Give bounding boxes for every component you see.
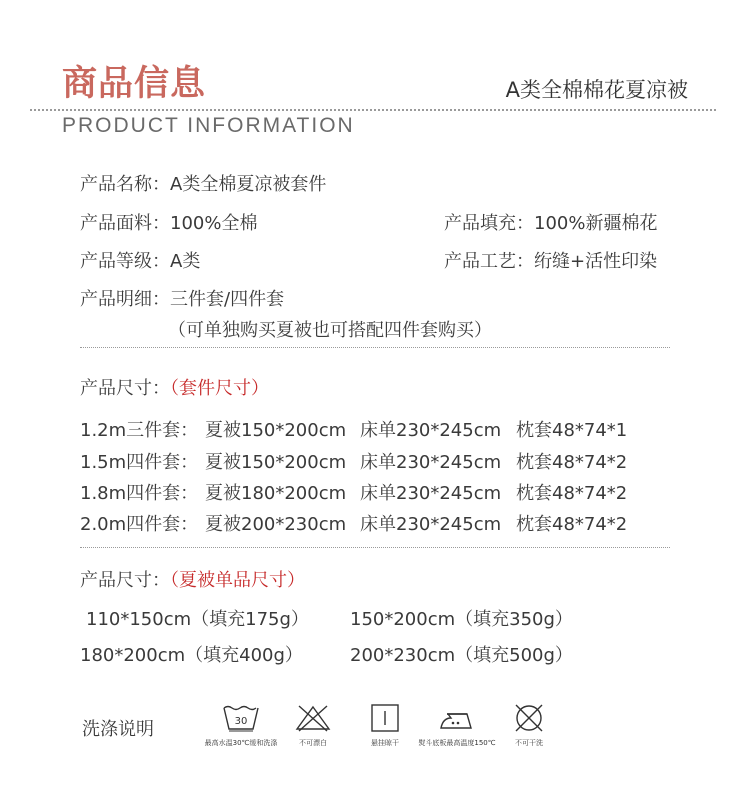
- info-value: 三件套/四件套: [170, 289, 285, 310]
- page-title: 商品信息: [62, 64, 207, 104]
- section-divider: [80, 547, 670, 548]
- quilt-size: 夏被150*200cm: [205, 420, 347, 441]
- info-grade: [80, 247, 200, 273]
- care-caption: 悬挂晾干: [371, 739, 399, 747]
- size-label-highlight: （夏被单品尺寸）: [170, 570, 305, 591]
- info-value: A类全棉夏凉被套件: [170, 174, 327, 195]
- sheet-size: 床单230*245cm: [360, 514, 502, 535]
- size-label-highlight: （套件尺寸）: [170, 378, 269, 399]
- iron-150-icon: [437, 704, 477, 732]
- quilt-size: 夏被200*230cm: [205, 514, 347, 535]
- pillow-size: 枕套48*74*1: [516, 420, 628, 441]
- pillow-size: 枕套48*74*2: [516, 483, 628, 504]
- page-subtitle-english: PRODUCT INFORMATION: [62, 114, 355, 137]
- set-size-row: [80, 448, 198, 474]
- care-caption: 不可漂白: [299, 739, 327, 747]
- wash-temp-label: 30: [234, 716, 248, 727]
- set-size-row: [80, 479, 198, 505]
- single-size-heading: [80, 566, 305, 592]
- quilt-size: 夏被150*200cm: [205, 452, 347, 473]
- sheet-size: 床单230*245cm: [360, 483, 502, 504]
- size-label: 产品尺寸：: [80, 378, 170, 399]
- info-product-name: [80, 170, 326, 196]
- info-label: 产品名称：: [80, 174, 170, 195]
- set-name: 1.8m四件套：: [80, 483, 199, 504]
- info-label: 产品明细：: [80, 289, 170, 310]
- info-craft: [444, 247, 657, 273]
- info-fabric: [80, 209, 257, 235]
- care-item-dryclean: [484, 704, 574, 748]
- info-value: 绗缝+活性印染: [534, 251, 658, 272]
- care-caption: 最高水温30℃缓和洗涤: [204, 739, 278, 747]
- pillow-size: 枕套48*74*2: [516, 452, 628, 473]
- single-size-item: 110*150cm（填充175g）: [86, 609, 309, 630]
- product-name-heading: A类全棉棉花夏凉被: [505, 78, 688, 102]
- pillow-size: 枕套48*74*2: [516, 514, 628, 535]
- info-filling: [444, 209, 657, 235]
- sheet-size: 床单230*245cm: [360, 420, 502, 441]
- single-size-item: 180*200cm（填充400g）: [80, 645, 303, 666]
- info-label: 产品等级：: [80, 251, 170, 272]
- set-size-row: [80, 510, 198, 536]
- no-bleach-icon: [293, 704, 333, 732]
- info-label: 产品面料：: [80, 213, 170, 234]
- sheet-size: 床单230*245cm: [360, 452, 502, 473]
- info-detail: [80, 285, 284, 311]
- info-label: 产品工艺：: [444, 251, 534, 272]
- no-dry-clean-icon: [509, 704, 549, 732]
- single-size-item: 200*230cm（填充500g）: [350, 645, 573, 666]
- single-size-item: 150*200cm（填充350g）: [350, 609, 573, 630]
- section-divider: [80, 347, 670, 348]
- set-name: 1.2m三件套：: [80, 420, 199, 441]
- header-divider: [30, 109, 716, 111]
- set-name: 2.0m四件套：: [80, 514, 199, 535]
- info-value: A类: [170, 251, 201, 272]
- care-caption: 熨斗底板最高温度150℃: [418, 739, 496, 747]
- info-value: 100%新疆棉花: [534, 213, 658, 234]
- size-label: 产品尺寸：: [80, 570, 170, 591]
- set-name: 1.5m四件套：: [80, 452, 199, 473]
- hang-dry-icon: [365, 704, 405, 732]
- care-label: 洗涤说明: [82, 719, 154, 740]
- set-size-row: [80, 416, 198, 442]
- info-label: 产品填充：: [444, 213, 534, 234]
- info-detail-note: （可单独购买夏被也可搭配四件套购买）: [168, 320, 492, 341]
- care-caption: 不可干洗: [515, 739, 543, 747]
- wash-30-icon: [221, 704, 261, 732]
- info-value: 100%全棉: [170, 213, 258, 234]
- set-size-heading: [80, 374, 269, 400]
- quilt-size: 夏被180*200cm: [205, 483, 347, 504]
